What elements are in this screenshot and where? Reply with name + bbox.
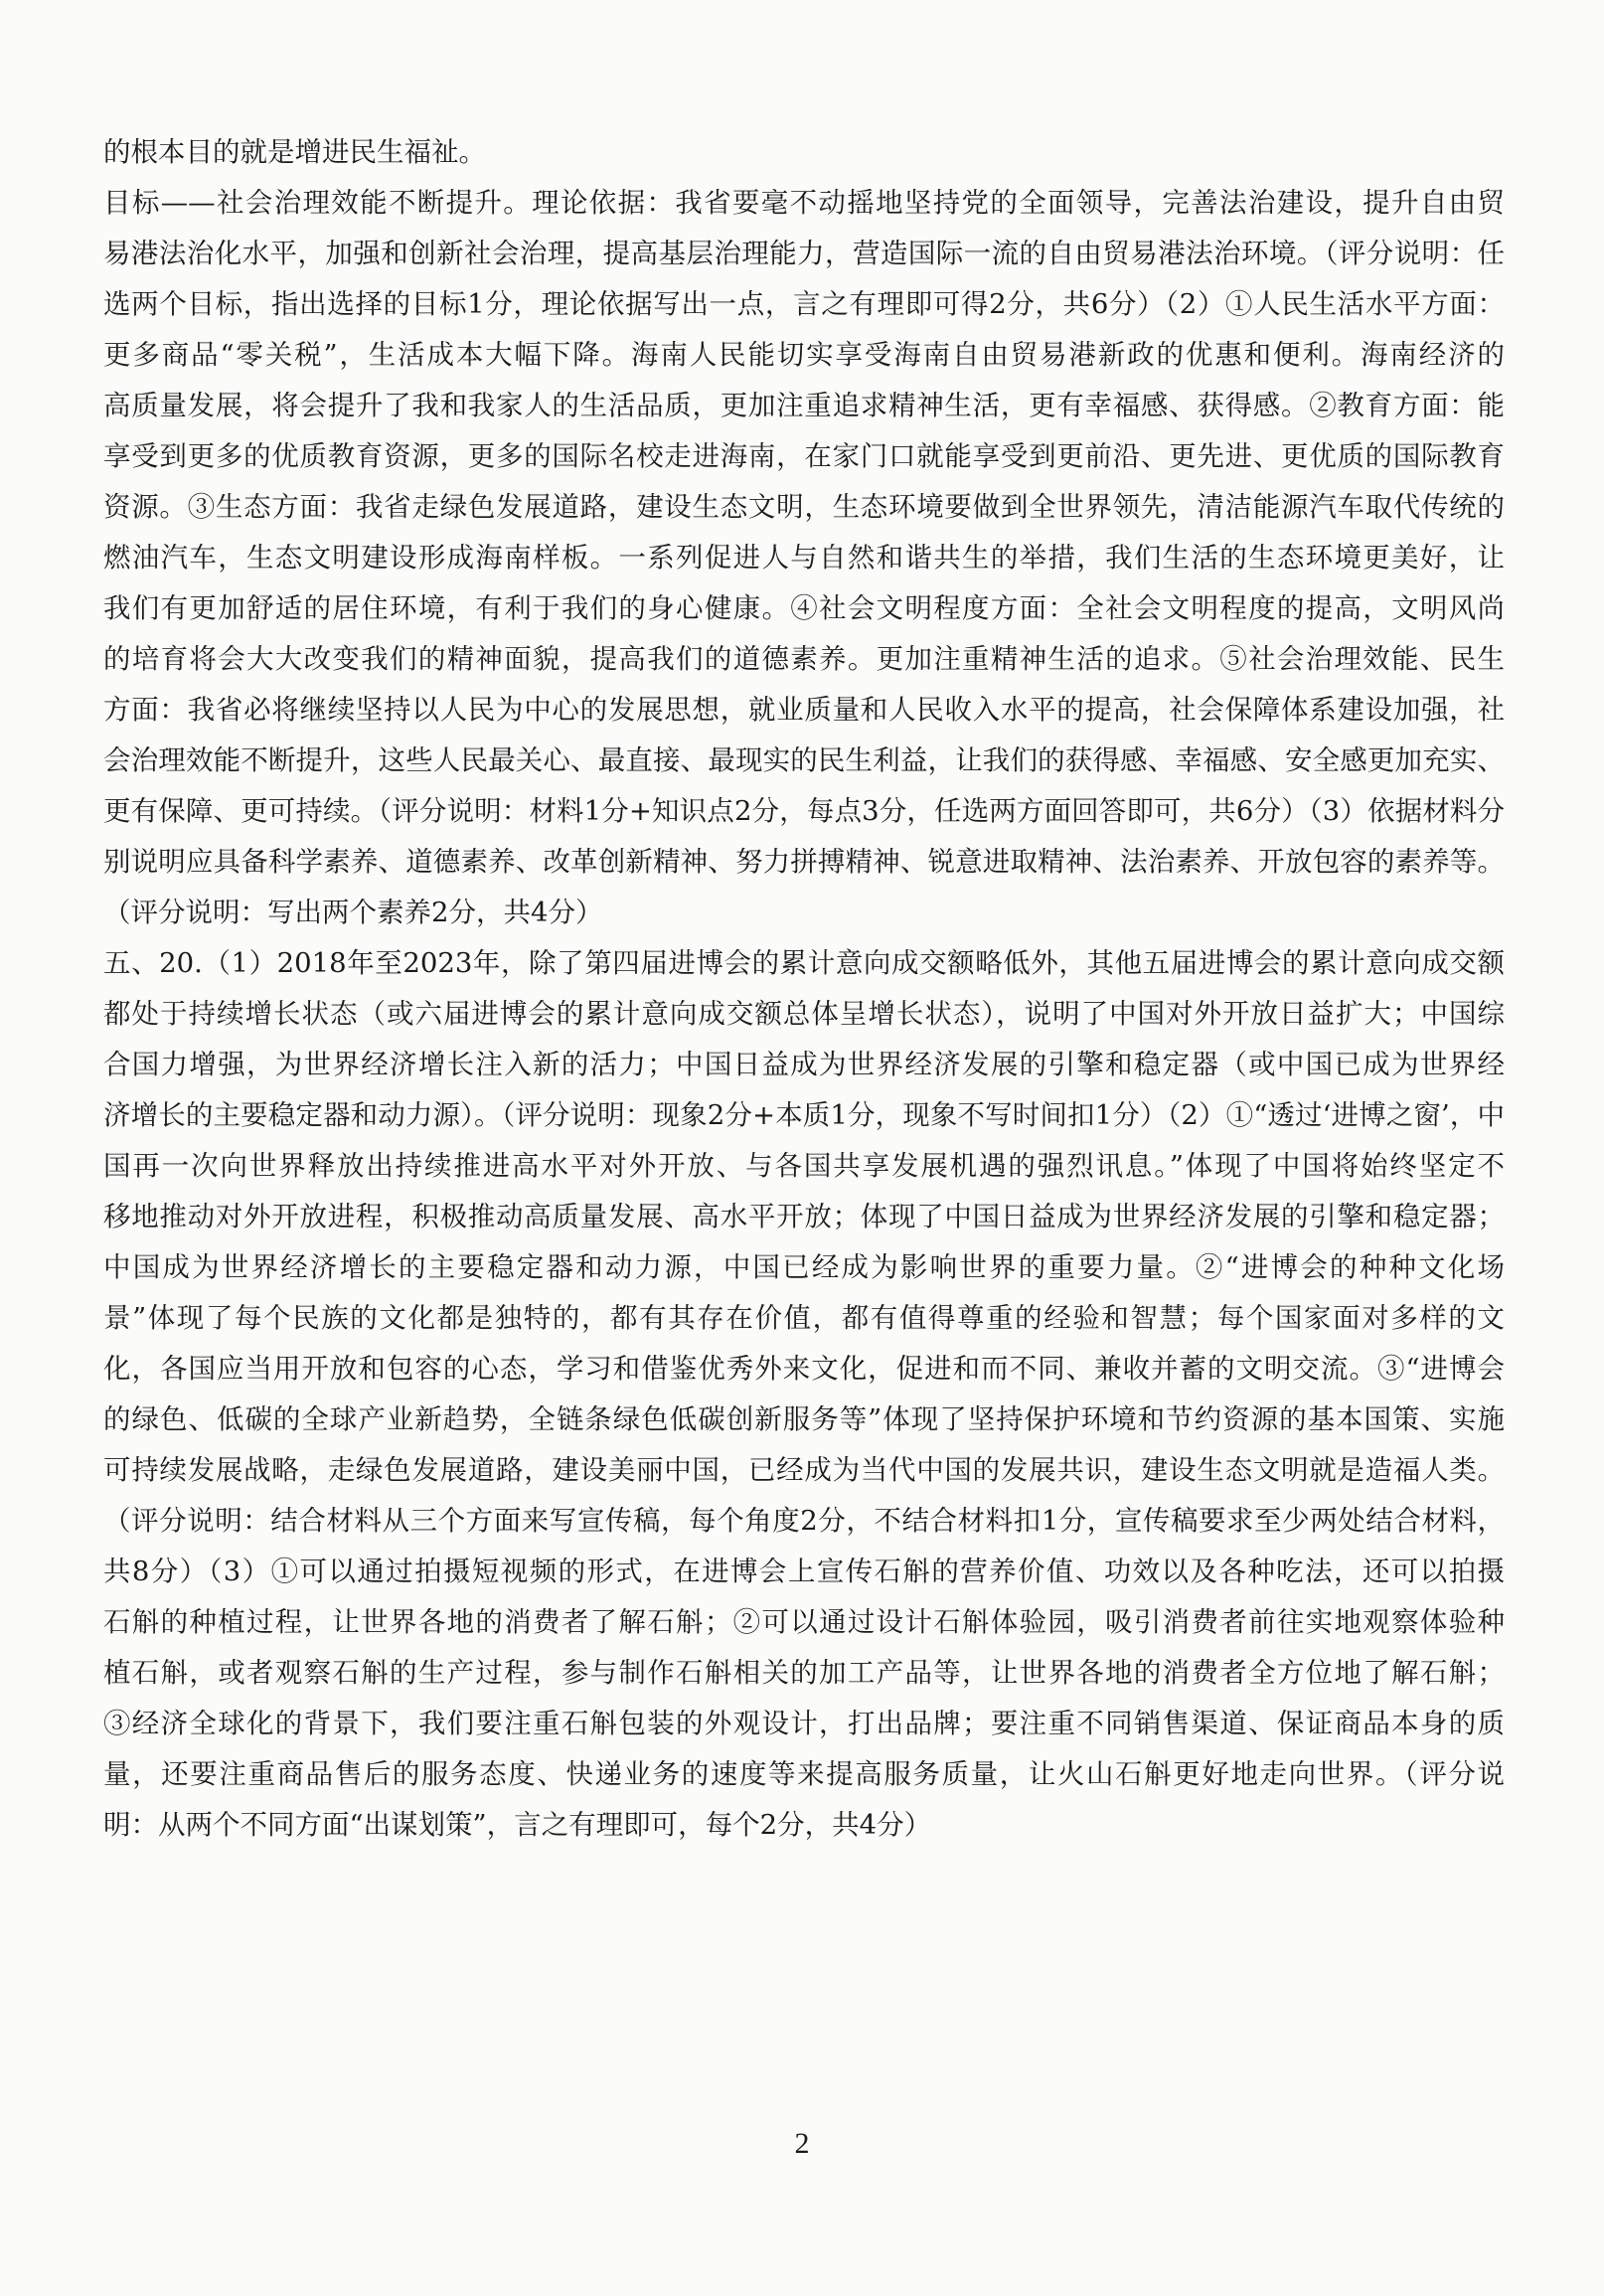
text-line: 更有保障、更可持续。（评分说明：材料1分+知识点2分，每点3分，任选两方面回答即可，共6分）（3）依据材料分 [103, 795, 1505, 827]
text-line: 我们有更加舒适的居住环境，有利于我们的身心健康。④社会文明程度方面：全社会文明程度的提高，文明风尚 [103, 592, 1505, 624]
text-line: 可持续发展战略，走绿色发展道路，建设美丽中国，已经成为当代中国的发展共识，建设生态文明就是造福人类。 [103, 1454, 1505, 1486]
text-line: 明：从两个不同方面“出谋划策”，言之有理即可，每个2分，共4分） [103, 1809, 932, 1841]
text-line: 的根本目的就是增进民生福祉。 [103, 136, 486, 168]
text-line: 目标——社会治理效能不断提升。理论依据：我省要毫不动摇地坚持党的全面领导，完善法治建设，提升自由贸 [103, 187, 1505, 219]
text-line: 化，各国应当用开放和包容的心态，学习和借鉴优秀外来文化，促进和而不同、兼收并蓄的文明交流。③“进博会 [103, 1353, 1505, 1385]
text-line: 选两个目标，指出选择的目标1分，理论依据写出一点，言之有理即可得2分，共6分）（2）①人民生活水平方面： [103, 288, 1505, 320]
text-line: 都处于持续增长状态（或六届进博会的累计意向成交额总体呈增长状态），说明了中国对外开放日益扩大；中国综 [103, 998, 1505, 1030]
text-line: 别说明应具备科学素养、道德素养、改革创新精神、努力拼搏精神、锐意进取精神、法治素养、开放包容的素养等。 [103, 846, 1505, 878]
text-line: 植石斛，或者观察石斛的生产过程，参与制作石斛相关的加工产品等，让世界各地的消费者全方位地了解石斛； [103, 1657, 1505, 1689]
text-line: 易港法治化水平，加强和创新社会治理，提高基层治理能力，营造国际一流的自由贸易港法治环境。（评分说明：任 [103, 238, 1505, 269]
text-line: 济增长的主要稳定器和动力源）。（评分说明：现象2分+本质1分，现象不写时间扣1分）（2）①“透过‘进博之窗’，中 [103, 1099, 1505, 1131]
text-line: 移地推动对外开放进程，积极推动高质量发展、高水平开放；体现了中国日益成为世界经济发展的引擎和稳定器； [103, 1201, 1505, 1232]
text-line: 国再一次向世界释放出持续推进高水平对外开放、与各国共享发展机遇的强烈讯息。”体现了中国将始终坚定不 [103, 1150, 1505, 1182]
text-line: 共8分）（3）①可以通过拍摄短视频的形式，在进博会上宣传石斛的营养价值、功效以及各种吃法，还可以拍摄 [103, 1556, 1505, 1587]
text-line: 更多商品“零关税”，生活成本大幅下降。海南人民能切实享受海南自由贸易港新政的优惠和便利。海南经济的 [103, 339, 1505, 371]
text-line: 高质量发展，将会提升了我和我家人的生活品质，更加注重追求精神生活，更有幸福感、获得感。②教育方面：能 [103, 390, 1505, 421]
text-line: 量，还要注重商品售后的服务态度、快递业务的速度等来提高服务质量，让火山石斛更好地走向世界。（评分说 [103, 1758, 1505, 1790]
text-line: ③经济全球化的背景下，我们要注重石斛包装的外观设计，打出品牌；要注重不同销售渠道、保证商品本身的质 [103, 1708, 1505, 1739]
text-line: 景”体现了每个民族的文化都是独特的，都有其存在价值，都有值得尊重的经验和智慧；每个国家面对多样的文 [103, 1302, 1505, 1334]
text-line: 的培育将会大大改变我们的精神面貌，提高我们的道德素养。更加注重精神生活的追求。⑤社会治理效能、民生 [103, 643, 1505, 675]
text-line: 会治理效能不断提升，这些人民最关心、最直接、最现实的民生利益，让我们的获得感、幸福感、安全感更加充实、 [103, 744, 1505, 776]
answer-text-block [103, 127, 1505, 1851]
text-line: 石斛的种植过程，让世界各地的消费者了解石斛；②可以通过设计石斛体验园，吸引消费者前往实地观察体验种 [103, 1606, 1505, 1638]
text-line: 五、20.（1）2018年至2023年，除了第四届进博会的累计意向成交额略低外，其他五届进博会的累计意向成交额 [103, 947, 1505, 979]
page-number: 2 [794, 2127, 810, 2160]
text-line: 中国成为世界经济增长的主要稳定器和动力源，中国已经成为影响世界的重要力量。②“进博会的种种文化场 [103, 1251, 1505, 1283]
text-line: （评分说明：结合材料从三个方面来写宣传稿，每个角度2分，不结合材料扣1分，宣传稿要求至少两处结合材料， [103, 1505, 1505, 1537]
text-line: （评分说明：写出两个素养2分，共4分） [103, 897, 603, 928]
text-line: 的绿色、低碳的全球产业新趋势，全链条绿色低碳创新服务等”体现了坚持保护环境和节约资源的基本国策、实施 [103, 1403, 1505, 1435]
text-line: 合国力增强，为世界经济增长注入新的活力；中国日益成为世界经济发展的引擎和稳定器（或中国已成为世界经 [103, 1049, 1505, 1080]
text-line: 燃油汽车，生态文明建设形成海南样板。一系列促进人与自然和谐共生的举措，我们生活的生态环境更美好，让 [103, 542, 1505, 574]
text-line: 享受到更多的优质教育资源，更多的国际名校走进海南，在家门口就能享受到更前沿、更先进、更优质的国际教育 [103, 440, 1505, 472]
text-line: 方面：我省必将继续坚持以人民为中心的发展思想，就业质量和人民收入水平的提高，社会保障体系建设加强，社 [103, 694, 1505, 726]
text-line: 资源。③生态方面：我省走绿色发展道路，建设生态文明，生态环境要做到全世界领先，清洁能源汽车取代传统的 [103, 491, 1505, 523]
